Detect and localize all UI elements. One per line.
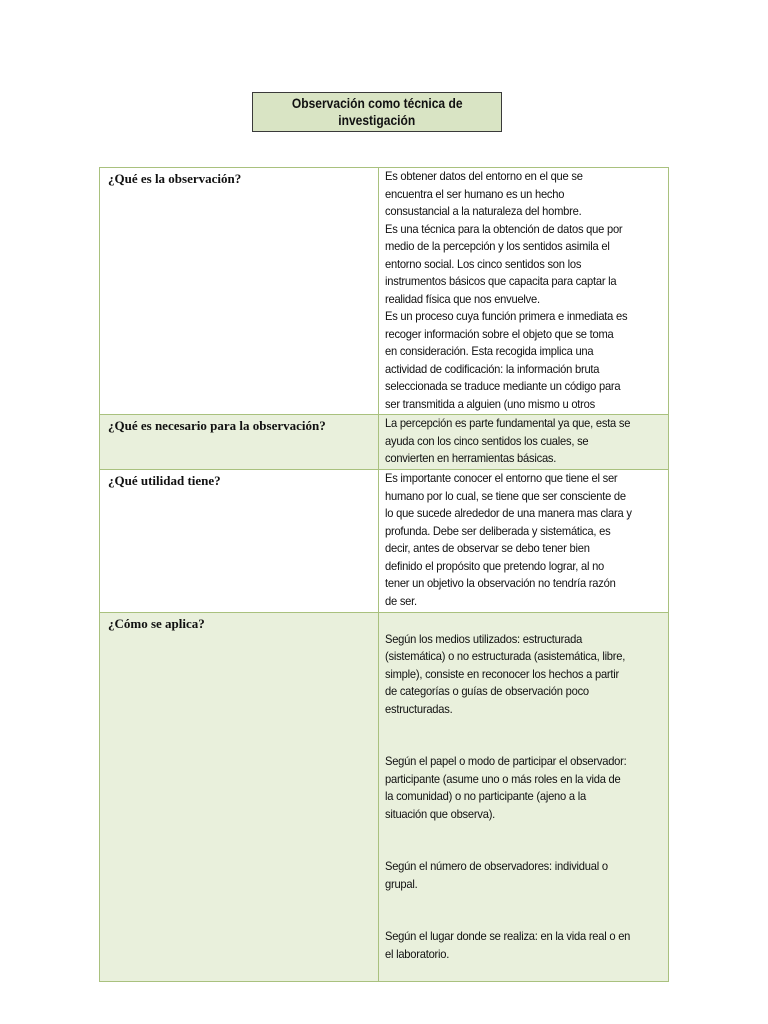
document-title-line-1: Observación como técnica de (291, 95, 463, 111)
answer-text: Es importante conocer el entorno que tiene el ser humano por lo cual, se tiene que ser consciente de lo que sucede alrededor de una manera mas clara y profunda. Debe ser deliberada y sistemática, es decir, antes de observar se debo tener bien definido el propósito que pretendo lograr, al no tener un objetivo la observación no tendría razón de ser. (385, 471, 632, 608)
answer-paragraph: Según los medios utilizados: estructurada (sistemática) o no estructurada (asistemática, libre, simple), consiste en reconocer los hechos a partir de categorías o guías de observación poco estructuradas. (385, 631, 626, 716)
answer-cell (379, 168, 669, 415)
question-cell: ¿Qué utilidad tiene? (100, 470, 379, 613)
table-row (100, 470, 669, 613)
question-cell: ¿Cómo se aplica? (100, 613, 379, 982)
answer-cell (379, 613, 669, 982)
document-title-box (252, 92, 502, 132)
answer-text: La percepción es parte fundamental ya que, esta se ayuda con los cinco sentidos los cuales, se convierten en herramientas básicas. (385, 416, 631, 465)
table-row (100, 415, 669, 470)
question-cell: ¿Qué es la observación? (100, 168, 379, 415)
document-title-line-2: investigación (338, 112, 416, 128)
answer-clip (385, 168, 664, 412)
answer-text: Es obtener datos del entorno en el que se encuentra el ser humano es un hecho consustancial a la naturaleza del hombre. Es una técnica para la obtención de datos que por medio de la percepción y los sentidos asimila el entorno social. Los cinco sentidos son los instrumentos básicos que capacita para captar la realidad física que nos envuelve. Es un proceso cuya función primera e inmediata es recoger información sobre el objeto que se toma en consideración. Esta recogida implica una actividad de codificación: la información bruta seleccionada se traduce mediante un código para ser transmitida a alguien (uno mismo u otros (385, 169, 628, 411)
answer-paragraph: Según el lugar donde se realiza: en la vida real o en el laboratorio. (385, 929, 631, 961)
answer-text (385, 613, 655, 981)
answer-paragraph: Según el número de observadores: individual o grupal. (385, 859, 608, 891)
answer-cell (379, 415, 669, 470)
table-row (100, 613, 669, 982)
answer-cell (379, 470, 669, 613)
observation-table (99, 167, 669, 982)
question-cell: ¿Qué es necesario para la observación? (100, 415, 379, 470)
table-row (100, 168, 669, 415)
answer-paragraph: Según el papel o modo de participar el observador: participante (asume uno o más roles en la vida de la comunidad) o no participante (ajeno a la situación que observa). (385, 754, 627, 821)
